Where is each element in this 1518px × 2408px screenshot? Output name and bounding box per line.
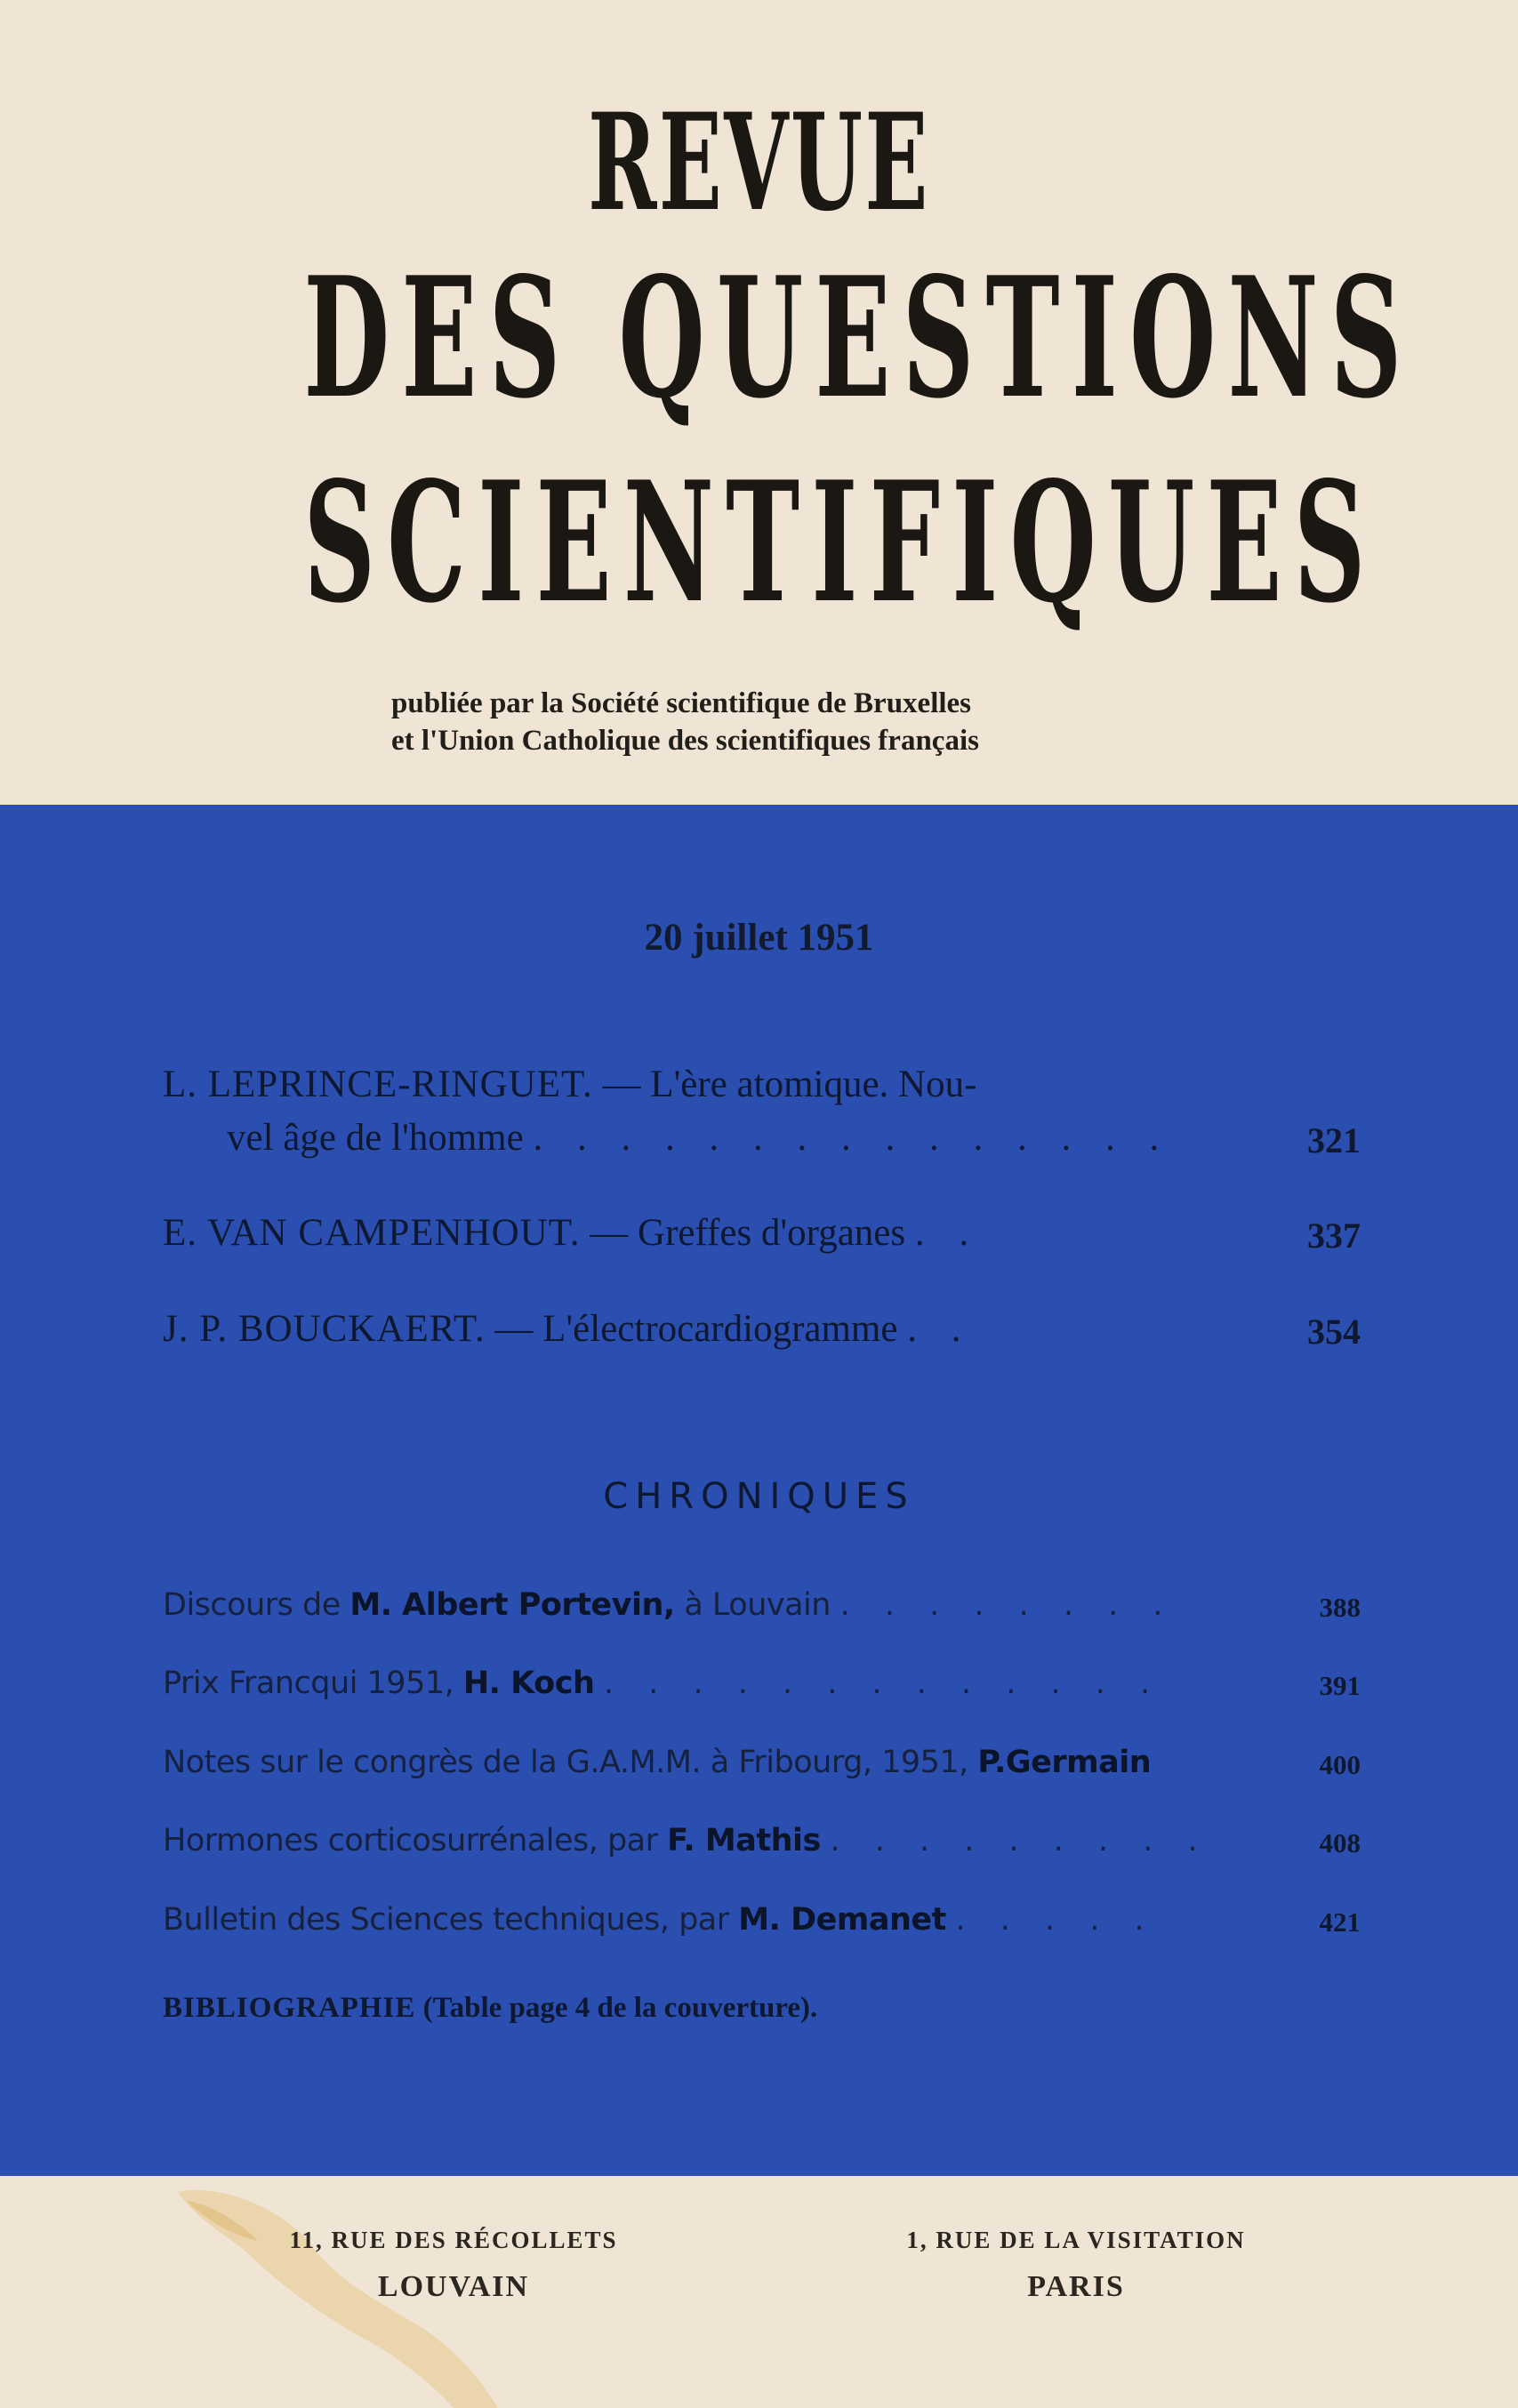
article-3-title: L'électrocardiogramme (542, 1308, 898, 1350)
chronique-5-page: 421 (1319, 1906, 1361, 1938)
article-2-dash: — (590, 1212, 629, 1254)
bibliographie-note: (Table page 4 de la couverture). (422, 1992, 818, 2024)
chronique-2-name: H. Koch (462, 1666, 595, 1701)
chronique-5-name: M. Demanet (738, 1902, 946, 1938)
masthead-line-2: DES QUESTIONS (303, 240, 1414, 435)
masthead-line-3: SCIENTIFIQUES (303, 445, 1377, 639)
chronique-5-leader-dots: . . . . . (955, 1902, 1157, 1938)
chronique-4-page: 408 (1319, 1827, 1361, 1858)
chronique-1-name: M. Albert Portevin, (349, 1587, 675, 1623)
chronique-4-leader-dots: . . . . . . . . . (830, 1823, 1210, 1858)
article-1-title-line-2: vel âge de l'homme (227, 1117, 524, 1159)
article-1-leader-dots: . . . . . . . . . . . . . . . (533, 1117, 1172, 1159)
issue-date: 20 juillet 1951 (644, 917, 874, 959)
chronique-3-name: P.Germain (977, 1745, 1152, 1780)
article-1-author: L. LEPRINCE-RINGUET. (163, 1064, 593, 1105)
address-louvain-street: 11, RUE DES RÉCOLLETS (289, 2227, 618, 2253)
chronique-2-page: 391 (1319, 1670, 1361, 1701)
article-2-page: 337 (1307, 1216, 1361, 1256)
chronique-1-text: Discours de (163, 1587, 350, 1623)
chronique-2-text: Prix Francqui 1951, (163, 1666, 463, 1701)
article-1-line-2 (227, 1116, 1171, 1160)
article-3-line (163, 1307, 973, 1351)
bibliographie-label: BIBLIOGRAPHIE (163, 1992, 416, 2024)
chronique-1-rest: à Louvain (674, 1587, 831, 1623)
chronique-4-text: Hormones corticosurrénales, par (163, 1823, 668, 1858)
chronique-5 (163, 1902, 1157, 1938)
chronique-4 (163, 1823, 1210, 1858)
article-1-dash: — (602, 1064, 641, 1105)
article-2-line (163, 1211, 981, 1255)
chronique-1-leader-dots: . . . . . . . . (839, 1587, 1176, 1623)
address-louvain-city: LOUVAIN (377, 2270, 530, 2303)
address-paris-city: PARIS (1027, 2270, 1125, 2303)
chronique-3 (163, 1745, 1151, 1780)
bibliographie-line (163, 1992, 817, 2025)
article-1-page: 321 (1307, 1120, 1361, 1160)
chronique-3-page: 400 (1319, 1749, 1361, 1780)
article-2-leader-dots: . . (914, 1212, 982, 1254)
chronique-2-leader-dots: . . . . . . . . . . . . . (604, 1666, 1163, 1701)
article-1-line-1 (163, 1063, 976, 1106)
publisher-line-2: et l'Union Catholique des scientifiques français (391, 725, 979, 757)
article-3-dash: — (494, 1308, 534, 1350)
chronique-3-text: Notes sur le congrès de la G.A.M.M. à Fribourg, 1951, (163, 1745, 978, 1780)
chronique-1-page: 388 (1319, 1592, 1361, 1623)
article-2-title: Greffes d'organes (638, 1212, 906, 1254)
publisher-line-1: publiée par la Société scientifique de Bruxelles (391, 687, 972, 719)
article-3-author: J. P. BOUCKAERT. (163, 1308, 486, 1350)
address-paris-street: 1, RUE DE LA VISITATION (906, 2227, 1246, 2253)
article-2-author: E. VAN CAMPENHOUT. (163, 1212, 581, 1254)
chronique-4-name: F. Mathis (667, 1823, 821, 1858)
chronique-1 (163, 1587, 1175, 1623)
article-3-page: 354 (1307, 1312, 1361, 1352)
chronique-2 (163, 1666, 1162, 1701)
article-1-title-line-1: L'ère atomique. Nou- (650, 1064, 977, 1105)
chronique-5-text: Bulletin des Sciences techniques, par (163, 1902, 739, 1938)
article-3-leader-dots: . . (907, 1308, 974, 1350)
chroniques-heading: CHRONIQUES (603, 1476, 915, 1517)
masthead-line-1: REVUE (588, 84, 930, 241)
